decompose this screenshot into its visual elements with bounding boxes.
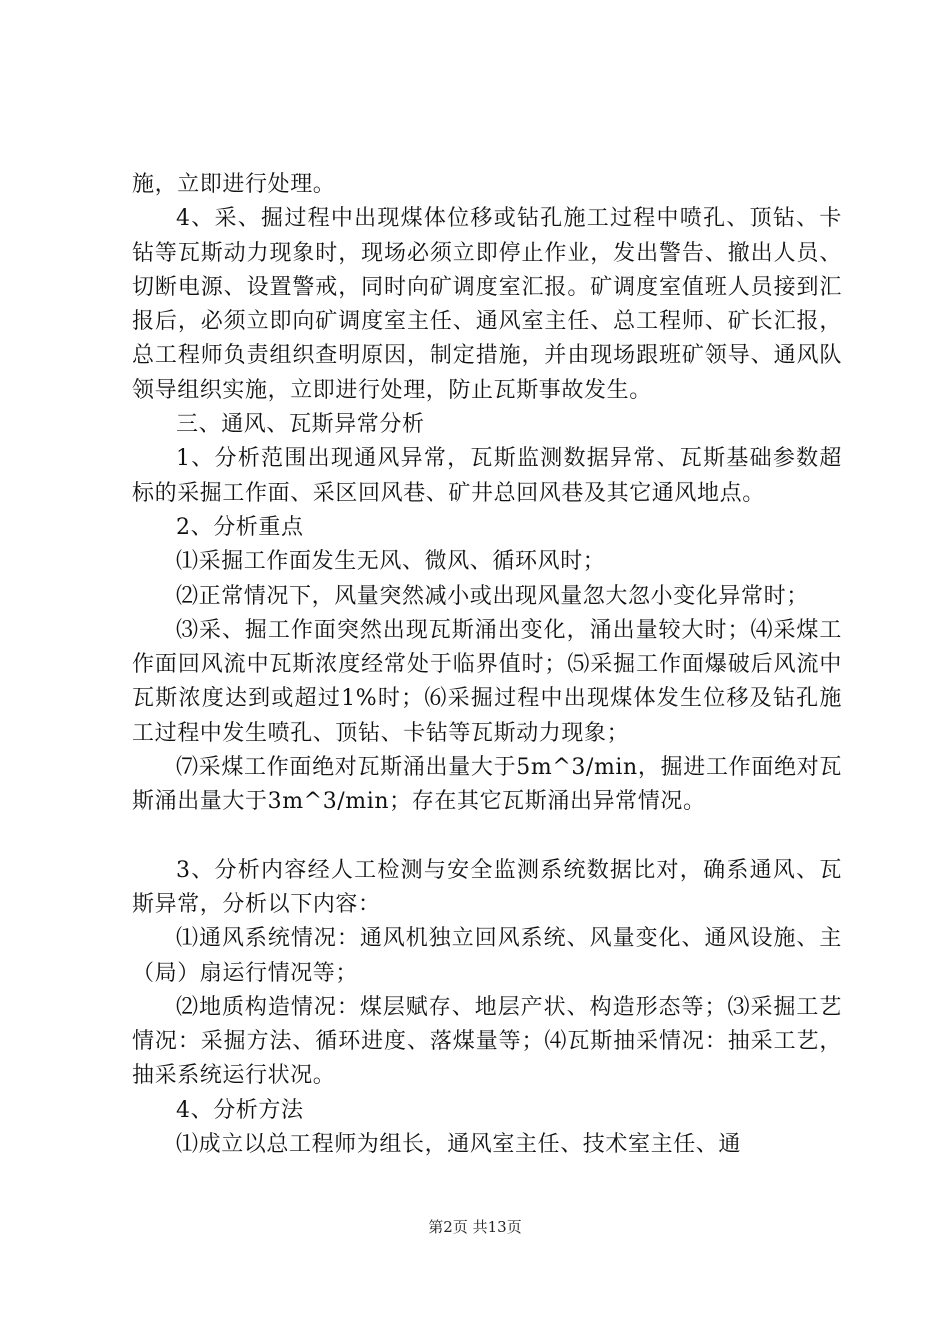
list-item-7: ⑺采煤工作面绝对瓦斯涌出量大于5m^3/min，掘进工作面绝对瓦斯涌出量大于3m^3/min；存在其它瓦斯涌出异常情况。 [132, 755, 842, 815]
paragraph-analysis-scope: 1、分析范围出现通风异常，瓦斯监测数据异常、瓦斯基础参数超标的采掘工作面、采区回风巷、矿井总回风巷及其它通风地点。 [132, 446, 842, 506]
page-footer: 第2页 共13页 [428, 1218, 522, 1236]
list-item-1: ⑴采掘工作面发生无风、微风、循环风时； [176, 549, 606, 575]
list-item-2: ⑵正常情况下，风量突然减小或出现风量忽大忽小变化异常时； [176, 583, 809, 609]
paragraph-analysis-content: 3、分析内容经人工检测与安全监测系统数据比对，确系通风、瓦斯异常，分析以下内容： [132, 857, 842, 917]
paragraph-item-4: 4、采、掘过程中出现煤体位移或钻孔施工过程中喷孔、顶钻、卡钻等瓦斯动力现象时，现场必须立即停止作业，发出警告、撤出人员、切断电源、设置警戒，同时向矿调度室汇报。矿调度室值班人员接到汇报后，必须立即向矿调度室主任、通风室主任、总工程师、矿长汇报，总工程师负责组织查明原因，制定措施，并由现场跟班矿领导、通风队领导组织实施，立即进行处理，防止瓦斯事故发生。 [132, 206, 842, 403]
list-item-geology: ⑵地质构造情况：煤层赋存、地层产状、构造形态等；⑶采掘工艺情况：采掘方法、循环进度、落煤量等；⑷瓦斯抽采情况：抽采工艺，抽采系统运行状况。 [132, 994, 842, 1089]
subheading-analysis-method: 4、分析方法 [176, 1097, 304, 1123]
section-heading-3: 三、通风、瓦斯异常分析 [176, 412, 425, 438]
paragraph-continuation: 施，立即进行处理。 [132, 172, 336, 197]
document-body [132, 168, 842, 1162]
list-item-3-6: ⑶采、掘工作面突然出现瓦斯涌出变化，涌出量较大时；⑷采煤工作面回风流中瓦斯浓度经常处于临界值时；⑸采掘工作面爆破后风流中瓦斯浓度达到或超过1%时；⑹采掘过程中出现煤体发生位移及钻孔施工过程中发生喷孔、顶钻、卡钻等瓦斯动力现象； [132, 617, 842, 746]
list-item-method-1: ⑴成立以总工程师为组长，通风室主任、技术室主任、通 [176, 1132, 742, 1158]
subheading-analysis-focus: 2、分析重点 [176, 514, 304, 540]
list-item-ventilation: ⑴通风系统情况：通风机独立回风系统、风量变化、通风设施、主（局）扇运行情况等； [132, 926, 842, 986]
